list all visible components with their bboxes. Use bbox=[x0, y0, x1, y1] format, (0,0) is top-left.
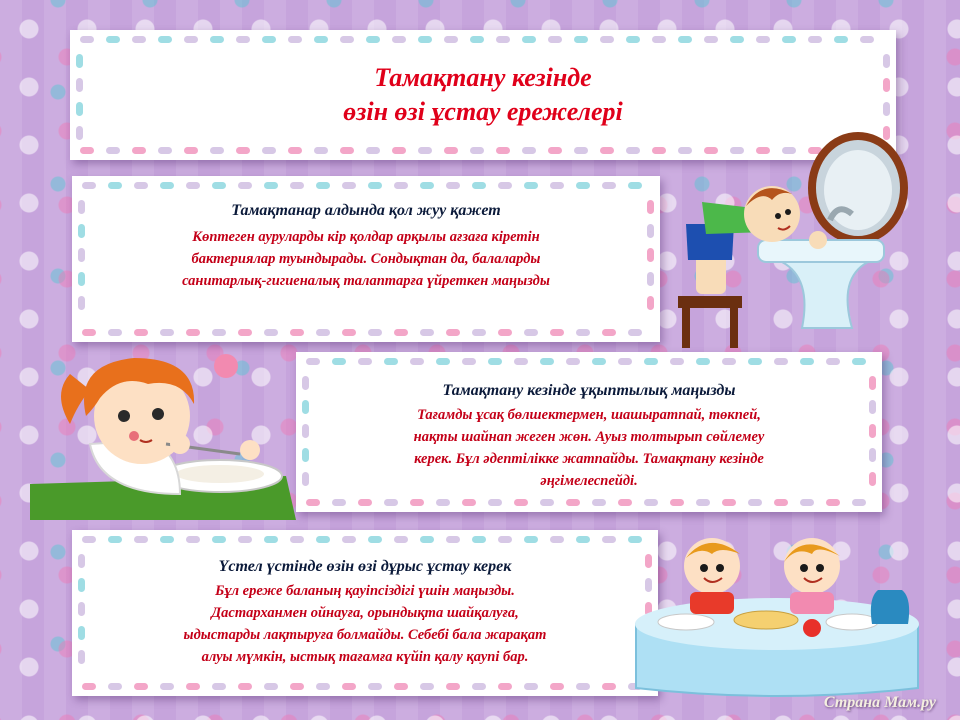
border-dot bbox=[618, 499, 632, 506]
border-dot bbox=[602, 536, 616, 543]
border-dot bbox=[514, 499, 528, 506]
border-dot bbox=[212, 182, 226, 189]
border-dot bbox=[524, 536, 538, 543]
border-dot bbox=[316, 683, 330, 690]
border-dot bbox=[626, 147, 640, 154]
border-dot bbox=[82, 683, 96, 690]
section-handwashing-panel bbox=[72, 176, 660, 342]
border-dot bbox=[384, 358, 398, 365]
border-dot bbox=[550, 536, 564, 543]
border-dot bbox=[332, 499, 346, 506]
girl-eating-soup-illustration bbox=[30, 344, 296, 520]
border-dot bbox=[342, 536, 356, 543]
section-table-manners-line3: ыдыстарды лақтыруға болмайды. Себебі бала жарақат bbox=[183, 627, 547, 643]
border-dot bbox=[472, 536, 486, 543]
border-dot bbox=[782, 36, 796, 43]
border-dot bbox=[446, 329, 460, 336]
border-dot bbox=[184, 36, 198, 43]
border-dot bbox=[444, 147, 458, 154]
border-dot bbox=[696, 499, 710, 506]
border-dot bbox=[647, 200, 654, 214]
section-neatness-line4: әңгімелеспейді. bbox=[540, 473, 638, 489]
section-table-manners-line1: Бұл ереже баланың қауіпсіздігі үшін маңызды. bbox=[215, 583, 515, 599]
border-dot bbox=[756, 36, 770, 43]
border-dot bbox=[306, 499, 320, 506]
border-dot bbox=[264, 536, 278, 543]
border-dot bbox=[550, 182, 564, 189]
border-dot bbox=[576, 683, 590, 690]
border-dot bbox=[696, 358, 710, 365]
border-dot bbox=[78, 650, 85, 664]
border-dot bbox=[704, 36, 718, 43]
section-neatness-line3: керек. Бұл әдептілікке жатпайды. Тамақтану кезінде bbox=[414, 451, 764, 467]
border-dot bbox=[472, 683, 486, 690]
border-dot bbox=[852, 358, 866, 365]
border-dot bbox=[860, 36, 874, 43]
border-dot bbox=[368, 683, 382, 690]
border-dot bbox=[236, 147, 250, 154]
border-dot bbox=[358, 358, 372, 365]
border-dot bbox=[652, 36, 666, 43]
border-dot bbox=[302, 472, 309, 486]
border-dot bbox=[800, 358, 814, 365]
border-dot bbox=[514, 358, 528, 365]
border-dot bbox=[730, 36, 744, 43]
border-dot bbox=[106, 147, 120, 154]
border-dot bbox=[446, 536, 460, 543]
border-dot bbox=[722, 358, 736, 365]
border-dot bbox=[446, 683, 460, 690]
border-dot bbox=[264, 683, 278, 690]
border-dot bbox=[160, 182, 174, 189]
border-dot bbox=[314, 36, 328, 43]
border-dot bbox=[602, 182, 616, 189]
border-dot bbox=[262, 36, 276, 43]
border-dot bbox=[618, 358, 632, 365]
border-dot bbox=[302, 424, 309, 438]
border-dot bbox=[384, 499, 398, 506]
border-dot bbox=[576, 329, 590, 336]
border-dot bbox=[626, 36, 640, 43]
section-handwashing-heading: Тамақтанар алдында қол жуу қажет bbox=[231, 202, 501, 219]
page-title-line1: Тамақтану кезінде bbox=[374, 63, 592, 92]
border-dot bbox=[288, 36, 302, 43]
border-dot bbox=[302, 400, 309, 414]
border-dot bbox=[210, 147, 224, 154]
border-dot bbox=[446, 182, 460, 189]
border-dot bbox=[264, 182, 278, 189]
border-dot bbox=[410, 358, 424, 365]
border-dot bbox=[332, 358, 346, 365]
border-dot bbox=[78, 578, 85, 592]
border-dot bbox=[158, 147, 172, 154]
border-dot bbox=[78, 248, 85, 262]
border-dot bbox=[212, 536, 226, 543]
border-dot bbox=[76, 126, 83, 140]
border-dot bbox=[82, 182, 96, 189]
border-dot bbox=[78, 602, 85, 616]
border-dot bbox=[800, 499, 814, 506]
border-dot bbox=[316, 329, 330, 336]
border-dot bbox=[394, 182, 408, 189]
border-dot bbox=[290, 329, 304, 336]
border-dot bbox=[498, 329, 512, 336]
border-dot bbox=[498, 182, 512, 189]
border-dot bbox=[600, 147, 614, 154]
border-dot bbox=[670, 499, 684, 506]
border-dot bbox=[644, 358, 658, 365]
border-dot bbox=[592, 499, 606, 506]
border-dot bbox=[82, 536, 96, 543]
border-dot bbox=[314, 147, 328, 154]
border-dot bbox=[470, 36, 484, 43]
border-dot bbox=[342, 329, 356, 336]
border-dot bbox=[496, 147, 510, 154]
border-dot bbox=[210, 36, 224, 43]
border-dot bbox=[826, 358, 840, 365]
border-dot bbox=[470, 147, 484, 154]
border-dot bbox=[852, 499, 866, 506]
border-dot bbox=[488, 499, 502, 506]
border-dot bbox=[548, 36, 562, 43]
border-dot bbox=[186, 182, 200, 189]
border-dot bbox=[158, 36, 172, 43]
border-dot bbox=[869, 424, 876, 438]
border-dot bbox=[472, 329, 486, 336]
border-dot bbox=[647, 272, 654, 286]
border-dot bbox=[186, 536, 200, 543]
border-dot bbox=[160, 536, 174, 543]
border-dot bbox=[368, 182, 382, 189]
border-dot bbox=[264, 329, 278, 336]
section-table-manners-line2: Дастарханмен ойнауға, орындықта шайқалуға, bbox=[211, 605, 519, 621]
border-dot bbox=[134, 182, 148, 189]
border-dot bbox=[108, 329, 122, 336]
border-dot bbox=[522, 147, 536, 154]
border-dot bbox=[132, 147, 146, 154]
border-dot bbox=[418, 147, 432, 154]
border-dot bbox=[869, 472, 876, 486]
border-dot bbox=[418, 36, 432, 43]
border-dot bbox=[302, 448, 309, 462]
border-dot bbox=[392, 147, 406, 154]
border-dot bbox=[78, 272, 85, 286]
border-dot bbox=[869, 400, 876, 414]
border-dot bbox=[394, 329, 408, 336]
border-dot bbox=[76, 102, 83, 116]
border-dot bbox=[628, 182, 642, 189]
border-dot bbox=[722, 499, 736, 506]
border-dot bbox=[358, 499, 372, 506]
border-dot bbox=[394, 536, 408, 543]
border-dot bbox=[808, 36, 822, 43]
border-dot bbox=[132, 36, 146, 43]
children-at-table-illustration bbox=[616, 528, 938, 700]
border-dot bbox=[647, 248, 654, 262]
border-dot bbox=[540, 499, 554, 506]
border-dot bbox=[76, 54, 83, 68]
border-dot bbox=[550, 683, 564, 690]
border-dot bbox=[394, 683, 408, 690]
border-dot bbox=[462, 499, 476, 506]
border-dot bbox=[647, 224, 654, 238]
border-dot bbox=[498, 536, 512, 543]
border-dot bbox=[160, 683, 174, 690]
border-dot bbox=[869, 376, 876, 390]
border-dot bbox=[524, 683, 538, 690]
border-dot bbox=[340, 147, 354, 154]
border-dot bbox=[576, 182, 590, 189]
border-dot bbox=[316, 536, 330, 543]
border-dot bbox=[748, 499, 762, 506]
border-dot bbox=[548, 147, 562, 154]
border-dot bbox=[82, 329, 96, 336]
border-dot bbox=[342, 683, 356, 690]
border-dot bbox=[678, 36, 692, 43]
border-dot bbox=[566, 358, 580, 365]
section-handwashing-line3: санитарлық-гигиеналық талаптарға үйреткен маңызды bbox=[182, 273, 550, 289]
border-dot bbox=[496, 36, 510, 43]
border-dot bbox=[524, 182, 538, 189]
border-dot bbox=[366, 147, 380, 154]
border-dot bbox=[316, 182, 330, 189]
border-dot bbox=[748, 358, 762, 365]
border-dot bbox=[288, 147, 302, 154]
border-dot bbox=[236, 36, 250, 43]
border-dot bbox=[290, 182, 304, 189]
border-dot bbox=[602, 329, 616, 336]
border-dot bbox=[462, 358, 476, 365]
border-dot bbox=[644, 499, 658, 506]
border-dot bbox=[78, 296, 85, 310]
border-dot bbox=[106, 36, 120, 43]
border-dot bbox=[78, 554, 85, 568]
border-dot bbox=[108, 536, 122, 543]
border-dot bbox=[834, 36, 848, 43]
section-table-manners-line4: алуы мүмкін, ыстық тағамға күйіп қалу қаупі бар. bbox=[201, 649, 529, 665]
border-dot bbox=[592, 358, 606, 365]
border-dot bbox=[488, 358, 502, 365]
border-dot bbox=[340, 36, 354, 43]
border-dot bbox=[290, 683, 304, 690]
border-dot bbox=[306, 358, 320, 365]
border-dot bbox=[774, 358, 788, 365]
border-dot bbox=[184, 147, 198, 154]
border-dot bbox=[420, 329, 434, 336]
section-table-manners-panel bbox=[72, 530, 658, 696]
section-handwashing-line2: бактериялар туындырады. Сондықтан да, балаларды bbox=[191, 251, 541, 267]
border-dot bbox=[574, 147, 588, 154]
watermark: Страна Мам.ру bbox=[823, 694, 936, 711]
border-dot bbox=[368, 536, 382, 543]
border-dot bbox=[238, 536, 252, 543]
border-dot bbox=[524, 329, 538, 336]
border-dot bbox=[436, 358, 450, 365]
border-dot bbox=[498, 683, 512, 690]
border-dot bbox=[883, 78, 890, 92]
border-dot bbox=[262, 147, 276, 154]
border-dot bbox=[342, 182, 356, 189]
border-dot bbox=[392, 36, 406, 43]
border-dot bbox=[76, 78, 83, 92]
border-dot bbox=[540, 358, 554, 365]
border-dot bbox=[550, 329, 564, 336]
border-dot bbox=[290, 536, 304, 543]
border-dot bbox=[602, 683, 616, 690]
border-dot bbox=[576, 536, 590, 543]
border-dot bbox=[410, 499, 424, 506]
border-dot bbox=[134, 329, 148, 336]
border-dot bbox=[78, 626, 85, 640]
border-dot bbox=[883, 54, 890, 68]
border-dot bbox=[869, 448, 876, 462]
boy-washing-hands-illustration bbox=[662, 128, 924, 350]
border-dot bbox=[186, 329, 200, 336]
border-dot bbox=[134, 536, 148, 543]
border-dot bbox=[368, 329, 382, 336]
border-dot bbox=[420, 683, 434, 690]
border-dot bbox=[670, 358, 684, 365]
border-dot bbox=[186, 683, 200, 690]
section-neatness-line1: Тағамды ұсақ бөлшектермен, шашыратпай, төкпей, bbox=[417, 407, 761, 423]
border-dot bbox=[212, 329, 226, 336]
section-neatness-panel bbox=[296, 352, 882, 512]
border-dot bbox=[160, 329, 174, 336]
border-dot bbox=[883, 102, 890, 116]
border-dot bbox=[366, 36, 380, 43]
border-dot bbox=[628, 329, 642, 336]
border-dot bbox=[600, 36, 614, 43]
border-dot bbox=[522, 36, 536, 43]
section-table-manners-heading: Үстел үстінде өзін өзі дұрыс ұстау керек bbox=[218, 558, 512, 575]
border-dot bbox=[212, 683, 226, 690]
section-neatness-heading: Тамақтану кезінде ұқыптылық маңызды bbox=[442, 382, 736, 399]
border-dot bbox=[108, 182, 122, 189]
border-dot bbox=[108, 683, 122, 690]
border-dot bbox=[436, 499, 450, 506]
border-dot bbox=[238, 182, 252, 189]
border-dot bbox=[80, 36, 94, 43]
section-handwashing-line1: Көптеген ауруларды кір қолдар арқылы ағзаға кіретін bbox=[192, 229, 540, 245]
section-neatness-line2: нақты шайнап жеген жөн. Ауыз толтырып сөйлемеу bbox=[413, 429, 765, 445]
border-dot bbox=[80, 147, 94, 154]
border-dot bbox=[134, 683, 148, 690]
border-dot bbox=[472, 182, 486, 189]
border-dot bbox=[444, 36, 458, 43]
border-dot bbox=[574, 36, 588, 43]
border-dot bbox=[826, 499, 840, 506]
border-dot bbox=[566, 499, 580, 506]
border-dot bbox=[238, 683, 252, 690]
border-dot bbox=[647, 296, 654, 310]
border-dot bbox=[238, 329, 252, 336]
border-dot bbox=[420, 536, 434, 543]
border-dot bbox=[302, 376, 309, 390]
border-dot bbox=[78, 224, 85, 238]
border-dot bbox=[78, 200, 85, 214]
border-dot bbox=[774, 499, 788, 506]
page-title-line2: өзін өзі ұстау ережелері bbox=[343, 97, 623, 126]
border-dot bbox=[420, 182, 434, 189]
